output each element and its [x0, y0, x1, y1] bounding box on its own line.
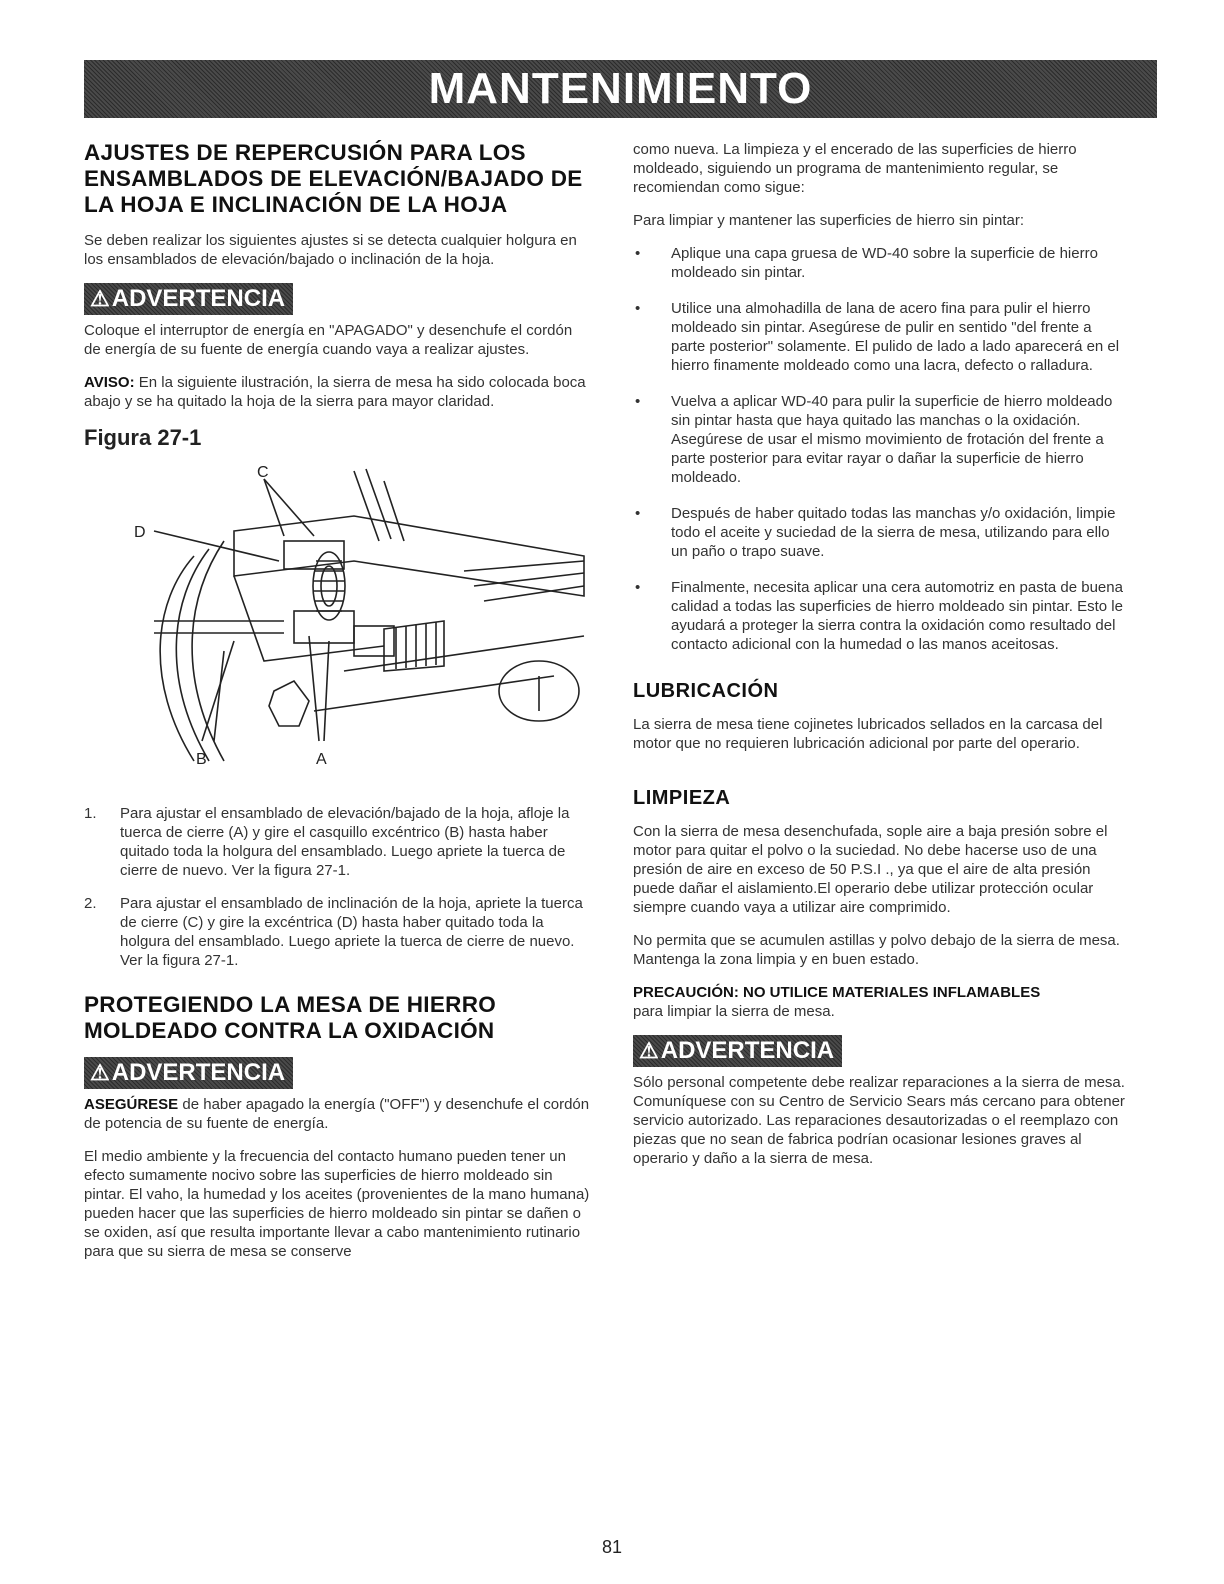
- step-number: 1.: [84, 805, 97, 822]
- bullet: •: [635, 505, 641, 522]
- right-column: [633, 140, 1129, 1182]
- bullet: •: [635, 300, 641, 317]
- warning-label: ADVERTENCIA: [111, 285, 286, 312]
- section-heading-lubrication: LUBRICACIÓN: [633, 680, 779, 702]
- left-column: [84, 140, 590, 1275]
- list-item: [633, 244, 1129, 282]
- section-heading-cleaning: LIMPIEZA: [633, 787, 731, 809]
- list-item: [633, 392, 1129, 487]
- list-item: [84, 804, 590, 880]
- notice-paragraph: [84, 373, 590, 411]
- section-heading-protection: PROTEGIENDO LA MESA DE HIERRO MOLDEADO CONTRA LA OXIDACIÓN: [84, 992, 497, 1043]
- cleaning-p2: No permita que se acumulen astillas y polvo debajo de la sierra de mesa. Mantenga la zona limpia y en buen estado.: [633, 932, 1120, 968]
- cleaning-p1: Con la sierra de mesa desenchufada, sople aire a baja presión sobre el motor para quitar el polvo o la suciedad. No debe hacerse uso de una presión de aire en exceso de 50 P.S.I ., ya que el aire de alta presión puede dañar el aislamiento.El operario debe utilizar protección ocular siempre cuando vaya a utilizar aire comprimido.: [633, 823, 1108, 916]
- warning-triangle-icon: ⚠: [639, 1038, 659, 1063]
- warning-badge: [633, 1035, 842, 1067]
- page-number: 81: [601, 1537, 623, 1557]
- caution-paragraph: [633, 983, 1129, 1021]
- list-item: [633, 504, 1129, 561]
- clean-intro: Para limpiar y mantener las superficies de hierro sin pintar:: [633, 212, 1025, 229]
- page-banner: [84, 60, 1157, 118]
- continuation-text: como nueva. La limpieza y el encerado de las superficies de hierro moldeado, siguiendo un programa de mantenimiento regular, se recomiendan como sigue:: [633, 141, 1077, 196]
- bullet: •: [635, 393, 641, 410]
- bullet-text: Utilice una almohadilla de lana de acero fina para pulir el hierro moldeado sin pintar. Asegúrese de pulir en sentido "del frente a parte posterior" solamente. El pulido de lado a lado aparecerá en el hierro finamente moldeado como una lacra, defecto o ralladura.: [671, 300, 1120, 374]
- bullet: •: [635, 245, 641, 262]
- list-item: [633, 299, 1129, 375]
- warning-label: ADVERTENCIA: [660, 1037, 835, 1064]
- bullet-text: Aplique una capa gruesa de WD-40 sobre la superficie de hierro moldeado sin pintar.: [671, 245, 1098, 281]
- figure-label-d: D: [134, 524, 146, 541]
- warning-triangle-icon: ⚠: [90, 1060, 110, 1085]
- warning-body: de haber apagado la energía ("OFF") y desenchufe el cordón de potencia de su fuente de energía.: [84, 1096, 590, 1132]
- banner-title: MANTENIMIENTO: [428, 64, 813, 113]
- list-item: [633, 578, 1129, 654]
- notice-label: AVISO:: [84, 374, 135, 391]
- warning-text: Sólo personal competente debe realizar reparaciones a la sierra de mesa. Comuníquese con su Centro de Servicio Sears más cercano para obtener servicio autorizado. Las reparaciones desautorizadas o el reemplazo con piezas que no sean de fabrica podrían ocasionar lesiones graves al operario y daño a la sierra de mesa.: [633, 1074, 1125, 1167]
- list-item: [84, 894, 590, 970]
- caution-text: para limpiar la sierra de mesa.: [633, 1003, 835, 1020]
- figure-label-a: A: [316, 751, 327, 768]
- figure-title: Figura 27-1: [84, 425, 202, 450]
- bullet: •: [635, 579, 641, 596]
- bullet-text: Vuelva a aplicar WD-40 para pulir la superficie de hierro moldeado sin pintar hasta que haya quitado las manchas o la oxidación. Asegúrese de usar el mismo movimiento de frotación del frente a parte posterior para evitar rayar o dañar la superficie de hierro moldeado.: [671, 393, 1113, 486]
- adjustment-steps: [84, 804, 590, 970]
- warning-text: [84, 1095, 590, 1133]
- warning-badge: [84, 283, 293, 315]
- notice-text: En la siguiente ilustración, la sierra de mesa ha sido colocada boca abajo y se ha quitado la hoja de la sierra para mayor claridad.: [84, 374, 586, 410]
- warning-label: ADVERTENCIA: [111, 1059, 286, 1086]
- step-text: Para ajustar el ensamblado de elevación/bajado de la hoja, afloje la tuerca de cierre (A) y gire el casquillo excéntrico (B) hasta haber quitado toda la holgura del ensamblado. Luego apriete la tuerca de cierre de nuevo. Ver la figura 27-1.: [120, 805, 570, 879]
- figure-27-1-illustration: [84, 461, 590, 781]
- step-number: 2.: [84, 895, 97, 912]
- cleaning-steps: [633, 244, 1129, 654]
- lubrication-text: La sierra de mesa tiene cojinetes lubricados sellados en la carcasa del motor que no requieren lubricación adicional por parte del operario.: [633, 716, 1103, 752]
- section-heading-adjustments: AJUSTES DE REPERCUSIÓN PARA LOS ENSAMBLADOS DE ELEVACIÓN/BAJADO DE LA HOJA E INCLINACIÓN DE LA HOJA: [84, 140, 583, 217]
- protection-body: El medio ambiente y la frecuencia del contacto humano pueden tener un efecto sumamente nocivo sobre las superficies de hierro moldeado sin pintar. El vaho, la humedad y los aceites (provenientes de la mano humana) pueden hacer que las superficies de hierro moldeado sin pintar se dañen o se oxiden, así que resulta importante llevar a cabo mantenimiento rutinario para que su sierra de mesa se conserve: [84, 1148, 590, 1260]
- bullet-text: Después de haber quitado todas las manchas y/o oxidación, limpie todo el aceite y suciedad de la sierra de mesa, utilizando para ello un paño o trapo suave.: [671, 505, 1116, 560]
- warning-bold: ASEGÚRESE: [84, 1096, 179, 1113]
- warning-badge: [84, 1057, 293, 1089]
- step-text: Para ajustar el ensamblado de inclinación de la hoja, apriete la tuerca de cierre (C) y gire la excéntrica (D) hasta haber quitado toda la holgura del ensamblado. Luego apriete la tuerca de cierre de nuevo. Ver la figura 27-1.: [120, 895, 583, 969]
- warning-triangle-icon: ⚠: [90, 286, 110, 311]
- warning-text: Coloque el interruptor de energía en "APAGADO" y desenchufe el cordón de energía de su fuente de energía cuando vaya a realizar ajustes.: [84, 322, 573, 358]
- figure-label-b: B: [196, 751, 207, 768]
- figure-label-c: C: [257, 464, 269, 481]
- caution-bold: PRECAUCIÓN: NO UTILICE MATERIALES INFLAMABLES: [633, 984, 1041, 1001]
- bullet-text: Finalmente, necesita aplicar una cera automotriz en pasta de buena calidad a todas las superficies de hierro moldeado sin pintar. Esto le ayudará a proteger la sierra contra la oxidación como resultado del contacto adicional con la humedad o las manos aceitosas.: [671, 579, 1123, 653]
- adjustments-intro: Se deben realizar los siguientes ajustes si se detecta cualquier holgura en los ensamblados de elevación/bajado o inclinación de la hoja.: [84, 232, 577, 268]
